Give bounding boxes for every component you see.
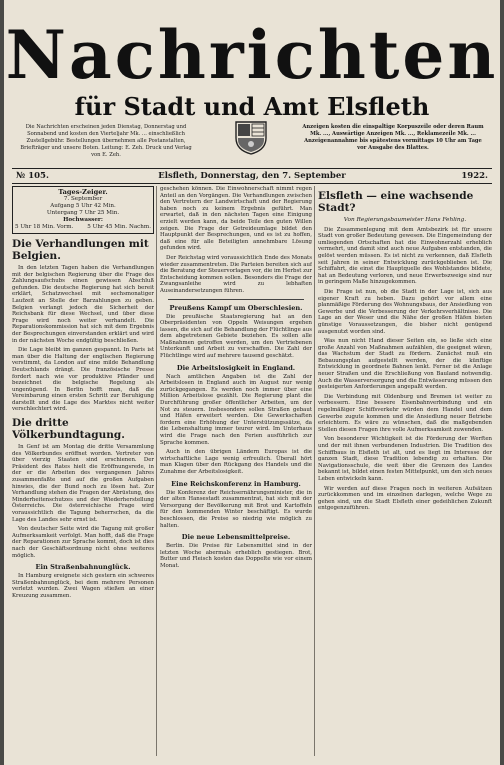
advertising-notice: Anzeigen kosten die einspaltige Korpuszeile oder deren Raum Mk. ..., Auswärtige Anzeigen Mk. ..., Reklamezeile Mk. ... Anzeigenannahme bis spätestens vormittags 10 Uhr am Tage vor Ausgabe des Blattes. [302, 124, 484, 151]
article-paragraph: Wir werden auf diese Fragen noch in weiteren Aufsätzen zurückkommen und im einzelnen darlegen, welche Wege zu gehen sind, um die Stadt Elsfleth einer gedeihlichen Zukunft entgegenzuführen. [318, 485, 492, 512]
article-paragraph: Die preußische Staatsregierung hat an den Oberpräsidenten von Oppeln Weisungen ergehen lassen, die sich auf die Behandlung der Flüchtlinge aus dem abgetretenen Gebiete beziehen. Es sollen alle Maßnahmen getroffen werden, um den Vertriebenen Unterkunft und Arbeit zu verschaffen. Die Zahl der Flüchtlinge wird auf mehrere tausend geschätzt. [160, 313, 312, 360]
article-paragraph: Die Verbindung mit Oldenburg und Bremen ist weiter zu verbessern. Eine bessere Eisenbahnverbindung und ein regelmäßiger Schiffsverkehr würden dem Handel und dem Gewerbe zugute kommen und die Ansiedlung neuer Betriebe erleichtern. Es wäre zu wünschen, daß die maßgebenden Stellen diesen Fragen ihre volle Aufmerksamkeit zuwenden. [318, 393, 492, 433]
article-paragraph: Die Zusammenlegung mit dem Amtsbezirk ist für unsere Stadt von großer Bedeutung gewesen. Die Eingemeindung der umliegenden Ortschaften hat die Einwohnerzahl erheblich vermehrt, und damit sind auch neue Aufgaben entstanden, die gelöst werden müssen. Es ist nicht zu verkennen, daß Elsfleth seit Jahren in seiner Entwicklung zurückgeblieben ist. Die Schiffahrt, die einst die Hauptquelle des Wohlstandes bildete, hat an Bedeutung verloren, und neue Erwerbszweige sind nur in geringem Maße hinzugekommen. [318, 226, 492, 286]
byline: Von Regierungsbaumeister Hans Fehling. [343, 217, 467, 223]
article-paragraph: Der Reichstag wird voraussichtlich Ende des Monats wieder zusammentreten. Die Parteien bereiten sich auf die Beratung der Steuervorlagen vor, die im Herbst zur Entscheidung kommen sollen. Besonders die Frage der Zwangsanleihe wird zu lebhaften Auseinandersetzungen führen. [160, 254, 312, 294]
sunrise-time: Aufgang 5 Uhr 42 Min. [50, 203, 116, 209]
tide-morning: 5 Uhr 18 Min. Vorm. [15, 224, 74, 230]
subhead-unemployment-england: Die Arbeitslosigkeit in England. [176, 363, 296, 372]
column-3 [318, 186, 492, 761]
subhead-tram-accident: Ein Straßenbahnunglück. [35, 563, 131, 572]
article-paragraph: In Genf ist am Montag die dritte Versammlung des Völkerbundes eröffnet worden. Vertreter von über vierzig Staaten sind erschienen. Der Präsident des Rates hielt die Eröffnungsrede, in der er die Arbeiten des vergangenen Jahres zusammenfaßte und auf die großen Aufgaben hinwies, die der Bund noch zu lösen hat. Zur Verhandlung stehen die Fragen der Abrüstung, des Minderheitenschutzes und der Wiederherstellung Österreichs. Die österreichische Frage wird voraussichtlich die Tagung beherrschen, da die Lage des Landes sehr ernst ist. [12, 444, 154, 523]
issue-bar [12, 168, 492, 184]
tide-evening: 5 Uhr 45 Min. Nachm. [87, 224, 151, 230]
column-1 [12, 186, 154, 761]
newspaper-title: Nachrichten [5, 16, 499, 94]
tages-zeiger-date: 7. September [63, 196, 103, 202]
article-paragraph: Die Frage ist nun, ob die Stadt in der Lage ist, sich aus eigener Kraft zu heben. Dazu gehört vor allem eine planmäßige Förderung des Wohnungsbaus, der Ansiedlung von Gewerbe und die Verbesserung der Verkehrsverhältnisse. Die Lage an der Weser und die Nähe der großen Häfen bieten günstige Voraussetzungen, die bisher nicht genügend ausgenutzt worden sind. [318, 288, 492, 335]
issue-number: № 105. [16, 171, 49, 181]
coat-of-arms-icon [230, 118, 272, 156]
column-rule [314, 186, 315, 756]
column-rule [156, 186, 157, 756]
article-paragraph: In Hamburg ereignete sich gestern ein schweres Straßenbahnunglück, bei dem mehrere Personen verletzt wurden. Zwei Wagen stießen an einer Kreuzung zusammen. [12, 573, 154, 599]
newspaper-page [4, 0, 500, 765]
article-paragraph: Von deutscher Seite wird die Tagung mit großer Aufmerksamkeit verfolgt. Man hofft, daß die Frage der Reparationen zur Sprache kommt, doch ist dies nach der Geschäftsordnung nicht ohne weiteres möglich. [12, 526, 154, 559]
headline-league-of-nations: Die dritte Völkerbundtagung. [12, 417, 125, 442]
issue-year: 1922. [461, 171, 488, 181]
article-paragraph: Von besonderer Wichtigkeit ist die Förderung der Werften und der mit ihnen verbundenen Industrien. Die Tradition des Schiffbaus in Elsfleth ist alt, und es liegt im Interesse der ganzen Stadt, diese Tradition lebendig zu erhalten. Die Navigationsschule, die weit über die Grenzen des Landes bekannt ist, bildet einen festen Mittelpunkt, um den sich neues Leben entwickeln kann. [318, 436, 492, 482]
subscription-notice: Die Nachrichten erscheinen jeden Dienstag, Donnerstag und Sonnabend und kosten den Vierteljahr Mk. ... einschließlich Zustellgebühr. Bestellungen übernehmen alle Postanstalten, Briefträger und unsere Boten. Leitung: E. Zeh. Druck und Verlag von E. Zeh. [20, 124, 192, 158]
tide-title: Hochwasser: [63, 217, 103, 223]
article-paragraph: geschehen können. Die Einwohnerschaft nimmt regen Anteil an den Vorgängen. Die Verhandlungen zwischen den Vertretern der Landwirtschaft und der Regierung haben noch zu keinem Ergebnis geführt. Man erwartet, daß in den nächsten Tagen eine Einigung erzielt werden kann, da beide Teile den guten Willen zeigen. Die Frage der Getreideumlage bildet den Hauptpunkt der Besprechungen, und es ist zu hoffen, daß eine für alle Beteiligten annehmbare Lösung gefunden wird. [160, 186, 312, 252]
issue-place-date: Elsfleth, Donnerstag, den 7. September [158, 171, 346, 181]
column-2 [160, 186, 312, 761]
article-paragraph: Was nun nicht Hand dieser Seiten ein, so ließe sich eine große Anzahl von Maßnahmen aufzählen, die geeignet wären, das Wachstum der Stadt zu fördern. Zunächst muß ein Bebauungsplan aufgestellt werden, der die künftige Entwicklung in geordnete Bahnen lenkt. Ferner ist die Anlage neuer Straßen und die Erschließung von Bauland notwendig. Auch die Wasserversorgung und die Entwässerung müssen den gesteigerten Anforderungen angepaßt werden. [318, 338, 492, 391]
tages-zeiger-title: Tages-Zeiger. [58, 188, 108, 196]
newspaper-subtitle: für Stadt und Amt Elsfleth [74, 92, 430, 121]
masthead [4, 0, 500, 160]
subhead-hamburg-conference: Eine Reichskonferenz in Hamburg. [171, 479, 301, 488]
separator [168, 299, 304, 300]
article-paragraph: Berlin. Die Preise für Lebensmittel sind in der letzten Woche abermals erheblich gestiegen. Brot, Butter und Fleisch kosten das Doppelte wie vor einem Monat. [160, 543, 312, 569]
sunset-time: Untergang 7 Uhr 25 Min. [46, 210, 120, 216]
article-paragraph: Die Lage bleibt im ganzen gespannt. In Paris ist man über die Haltung der englischen Regierung verstimmt, da London auf eine milde Behandlung Deutschlands drängt. Die französische Presse fordert nach wie vor produktive Pfänder und bezeichnet die belgische Regelung als ungenügend. In Berlin hofft man, daß die Vereinbarung einen ersten Schritt zur Beruhigung darstellt und die Lage des Marktes nicht weiter verschlechtert wird. [12, 347, 154, 413]
article-paragraph: In den letzten Tagen haben die Verhandlungen mit der belgischen Regierung über die Frage des Zahlungsaufschubs einen gewissen Abschluß gefunden. Die deutsche Regierung hat sich bereit erklärt, Schatzwechsel mit sechsmonatiger Laufzeit an Stelle der Barzahlungen zu geben. Belgien verlangt jedoch die Sicherheit der Reichsbank für diese Wechsel, und über diese Frage wird noch weiter verhandelt. Die Reparationskommission hat sich mit dem Ergebnis der Besprechungen einverstanden erklärt und wird in der nächsten Woche endgültig beschließen. [12, 265, 154, 344]
article-paragraph: Nach amtlichen Angaben ist die Zahl der Arbeitslosen in England auch im August nur wenig zurückgegangen. Es werden noch immer über eine Million Arbeitslose gezählt. Die Regierung plant die Durchführung großer öffentlicher Arbeiten, um der Not zu steuern. Insbesondere sollen Straßen gebaut und Häfen erweitert werden. Die Gewerkschaften fordern eine Erhöhung der Unterstützungssätze, da die Lebenshaltung immer teurer wird. Im Unterhaus wird die Frage nach den Ferien ausführlich zur Sprache kommen. [160, 373, 312, 446]
article-paragraph: Die Konferenz der Reichsernährungsminister, die in der alten Hansestadt zusammentrat, hat sich mit der Versorgung der Bevölkerung mit Brot und Kartoffeln für den kommenden Winter beschäftigt. Es wurde beschlossen, die Preise so niedrig wie möglich zu halten. [160, 489, 312, 529]
headline-elsfleth: Elsfleth — eine wachsende Stadt? [318, 190, 474, 214]
article-paragraph: Auch in den übrigen Ländern Europas ist die wirtschaftliche Lage wenig erfreulich. Überall hört man Klagen über den Rückgang des Handels und die Zunahme der Arbeitslosigkeit. [160, 449, 312, 475]
headline-belgium: Die Verhandlungen mit Belgien. [12, 238, 149, 262]
subhead-food-prices: Die neue Lebensmittelpreise. [181, 533, 291, 542]
subhead-upper-silesia: Preußens Kampf um Oberschlesien. [169, 303, 303, 312]
tages-zeiger-box [12, 186, 154, 234]
